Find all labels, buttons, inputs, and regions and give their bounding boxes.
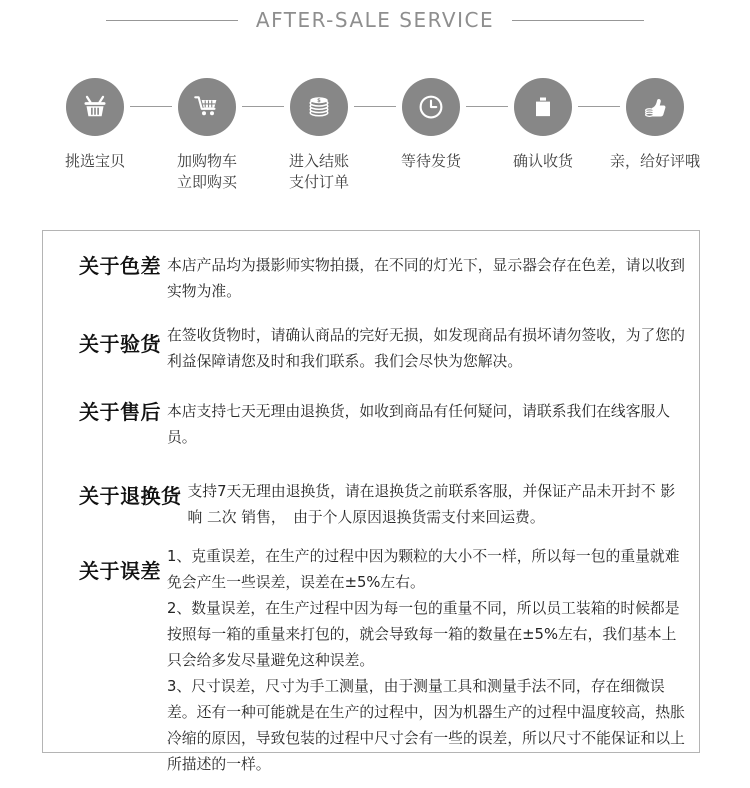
section-body: 在签收货物时，请确认商品的完好无损，如发现商品有损坏请勿签收，为了您的利益保障请您及时和我们联系。我们会尽快为您解决。 xyxy=(167,327,685,370)
coins-icon xyxy=(304,92,334,122)
cart-icon xyxy=(192,92,222,122)
section-body: 支持7天无理由退换货，请在退换货之前联系客服，并保证产品未开封不 影 响 二次 销售， 由于个人原因退换货需支付来回运费。 xyxy=(187,483,676,526)
step-wait-shipping xyxy=(375,78,487,193)
step-label-line: 支付订单 xyxy=(288,173,349,191)
step-label-line: 立即购买 xyxy=(176,173,237,191)
step-good-review xyxy=(599,78,711,193)
step-label-line: 进入结账 xyxy=(288,152,349,170)
after-sale-notice-box xyxy=(42,230,700,773)
step-label xyxy=(610,151,700,172)
page-title: AFTER-SALE SERVICE xyxy=(255,8,495,32)
tolerance-paragraph-size: 3、尺寸误差，尺寸为手工测量，由于测量工具和测量手法不同，存在细微误差。还有一种可能就是在生产的过程中，因为机器生产的过程中温度较高，热胀冷缩的原因，导致包装的过程中尺寸会有一些的误差，所以尺寸不能保证和以上所描述的一样。 xyxy=(167,678,685,773)
clock-icon xyxy=(416,92,446,122)
step-confirm-receipt xyxy=(487,78,599,193)
step-label xyxy=(65,151,125,172)
thumbs-up-icon xyxy=(640,92,670,122)
section-tolerance xyxy=(79,544,689,778)
step-label-line: 确认收货 xyxy=(512,152,573,170)
svg-text:$: $ xyxy=(317,98,321,104)
step-label xyxy=(513,151,573,172)
section-body: 本店产品均为摄影师实物拍摄，在不同的灯光下，显示器会存在色差，请以收到实物为准。 xyxy=(167,257,685,300)
section-title: 关于色差 xyxy=(79,254,161,278)
step-pick-item xyxy=(39,78,151,193)
step-circle xyxy=(290,78,348,136)
section-returns xyxy=(79,479,689,531)
section-body: 本店支持七天无理由退换货，如收到商品有任何疑问，请联系我们在线客服人员。 xyxy=(167,403,671,446)
section-inspection xyxy=(79,323,689,375)
step-label xyxy=(289,151,349,193)
step-label-line: 加购物车 xyxy=(176,152,237,170)
step-add-to-cart xyxy=(151,78,263,193)
section-body xyxy=(167,544,689,778)
header-divider-left xyxy=(106,20,238,21)
purchase-steps-row xyxy=(0,78,750,193)
step-circle xyxy=(626,78,684,136)
section-title: 关于售后 xyxy=(79,400,161,424)
section-after-sale xyxy=(79,399,689,451)
package-icon xyxy=(528,92,558,122)
section-color-difference xyxy=(79,253,689,305)
step-circle xyxy=(66,78,124,136)
step-label-line: 挑选宝贝 xyxy=(64,152,125,170)
step-label xyxy=(401,151,461,172)
step-checkout-pay xyxy=(263,78,375,193)
step-circle xyxy=(178,78,236,136)
tolerance-paragraph-weight: 1、克重误差，在生产的过程中因为颗粒的大小不一样，所以每一包的重量就难免会产生一些误差，误差在±5%左右。 xyxy=(167,548,680,591)
section-title: 关于验货 xyxy=(79,332,161,356)
step-label-line: 等待发货 xyxy=(400,152,461,170)
basket-icon xyxy=(80,92,110,122)
step-label-line: 亲，给好评哦 xyxy=(609,152,700,170)
step-circle xyxy=(514,78,572,136)
tolerance-paragraph-quantity: 2、数量误差，在生产过程中因为每一包的重量不同，所以员工装箱的时候都是按照每一箱的重量来打包的，就会导致每一箱的数量在±5%左右，我们基本上只会给多发尽量避免这种误差。 xyxy=(167,600,680,669)
step-label xyxy=(177,151,237,193)
header-divider-right xyxy=(512,20,644,21)
step-circle xyxy=(402,78,460,136)
after-sale-header xyxy=(0,0,750,32)
section-title: 关于退换货 xyxy=(79,484,182,508)
section-title: 关于误差 xyxy=(79,559,161,583)
